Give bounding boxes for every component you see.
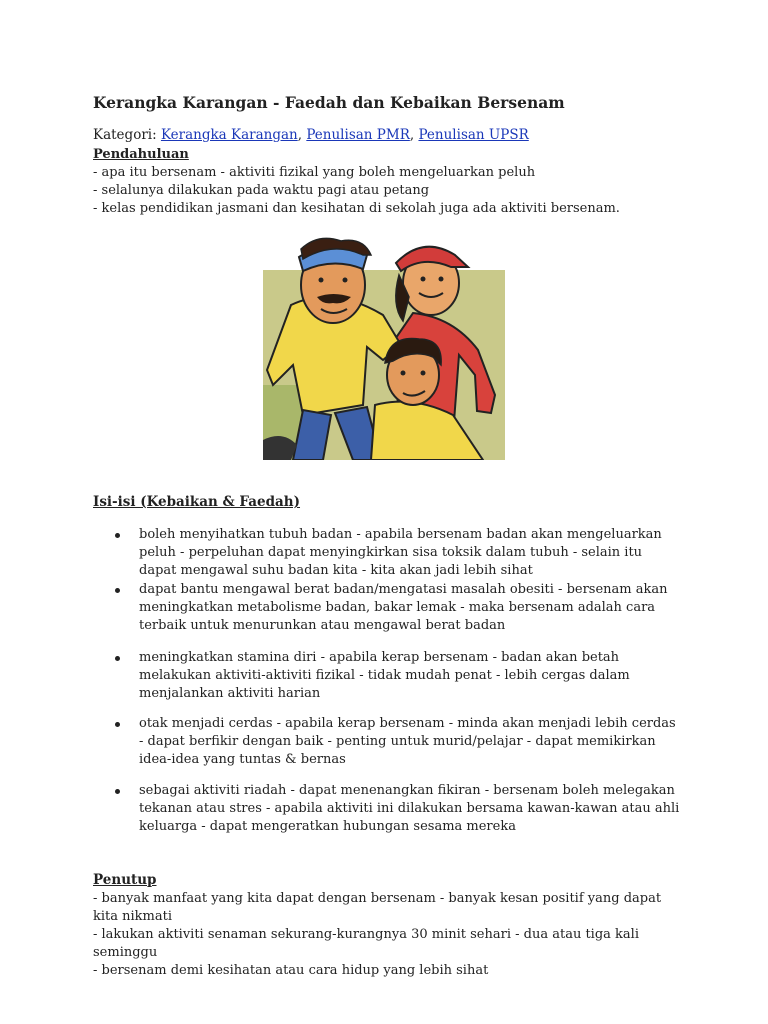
list-item (93, 526, 683, 581)
intro-section (93, 146, 693, 218)
intro-line: - selalunya dilakukan pada waktu pagi atau petang (93, 183, 430, 198)
list-item (93, 581, 683, 636)
list-item (93, 715, 683, 770)
category-link-penulisan-upsr[interactable]: Penulisan UPSR (418, 127, 529, 143)
bullet-icon (115, 789, 120, 794)
page-title: Kerangka Karangan - Faedah dan Kebaikan Bersenam (93, 93, 565, 112)
list-item-text: otak menjadi cerdas - apabila kerap bersenam - minda akan menjadi lebih cerdas - dapat berfikir dengan baik - penting untuk murid/pelajar - dapat memikirkan idea-idea yang tuntas & bernas (139, 716, 676, 768)
list-item-text: dapat bantu mengawal berat badan/mengatasi masalah obesiti - bersenam akan meningkatkan metabolisme badan, bakar lemak - maka bersenam adalah cara terbaik untuk menurunkan atau mengawal berat badan (139, 582, 668, 634)
category-link-kerangka-karangan[interactable]: Kerangka Karangan (160, 127, 298, 143)
list-item (93, 782, 683, 837)
bullet-icon (115, 722, 120, 727)
category-link-penulisan-pmr[interactable]: Penulisan PMR (306, 127, 410, 143)
category-label: Kategori: (93, 127, 161, 143)
penutup-section (93, 890, 673, 980)
intro-line: - apa itu bersenam - aktiviti fizikal yang boleh mengeluarkan peluh (93, 165, 536, 180)
intro-heading: Pendahuluan (93, 147, 189, 162)
penutup-line: - bersenam demi kesihatan atau cara hidup yang lebih sihat (93, 963, 489, 978)
penutup-line: - lakukan aktiviti senaman sekurang-kurangnya 30 minit sehari - dua atau tiga kali seminggu (93, 927, 639, 960)
family-exercising-illustration (263, 235, 505, 460)
penutup-heading: Penutup (93, 872, 157, 888)
list-item-text: boleh menyihatkan tubuh badan - apabila bersenam badan akan mengeluarkan peluh - perpeluhan dapat menyingkirkan sisa toksik dalam tubuh - selain itu dapat mengawal suhu badan kita - kita akan jadi lebih sihat (139, 527, 662, 579)
category-separator: , (409, 127, 419, 143)
category-line (93, 126, 529, 144)
category-separator: , (297, 127, 307, 143)
bullet-icon (115, 588, 120, 593)
list-item-text: sebagai aktiviti riadah - dapat menenangkan fikiran - bersenam boleh melegakan tekanan atau stres - apabila aktiviti ini dilakukan bersama kawan-kawan atau ahli keluarga - dapat mengeratkan hubungan sesama mereka (139, 783, 680, 835)
intro-line: - kelas pendidikan jasmani dan kesihatan di sekolah juga ada aktiviti bersenam. (93, 201, 620, 216)
list-item (93, 649, 683, 704)
bullet-icon (115, 656, 120, 661)
penutup-line: - banyak manfaat yang kita dapat dengan bersenam - banyak kesan positif yang dapat kita nikmati (93, 891, 662, 924)
list-item-text: meningkatkan stamina diri - apabila kerap bersenam - badan akan betah melakukan aktiviti-aktiviti fizikal - tidak mudah penat - lebih cergas dalam menjalankan aktiviti harian (139, 650, 630, 702)
bullet-icon (115, 533, 120, 538)
isi-heading: Isi-isi (Kebaikan & Faedah) (93, 494, 301, 510)
